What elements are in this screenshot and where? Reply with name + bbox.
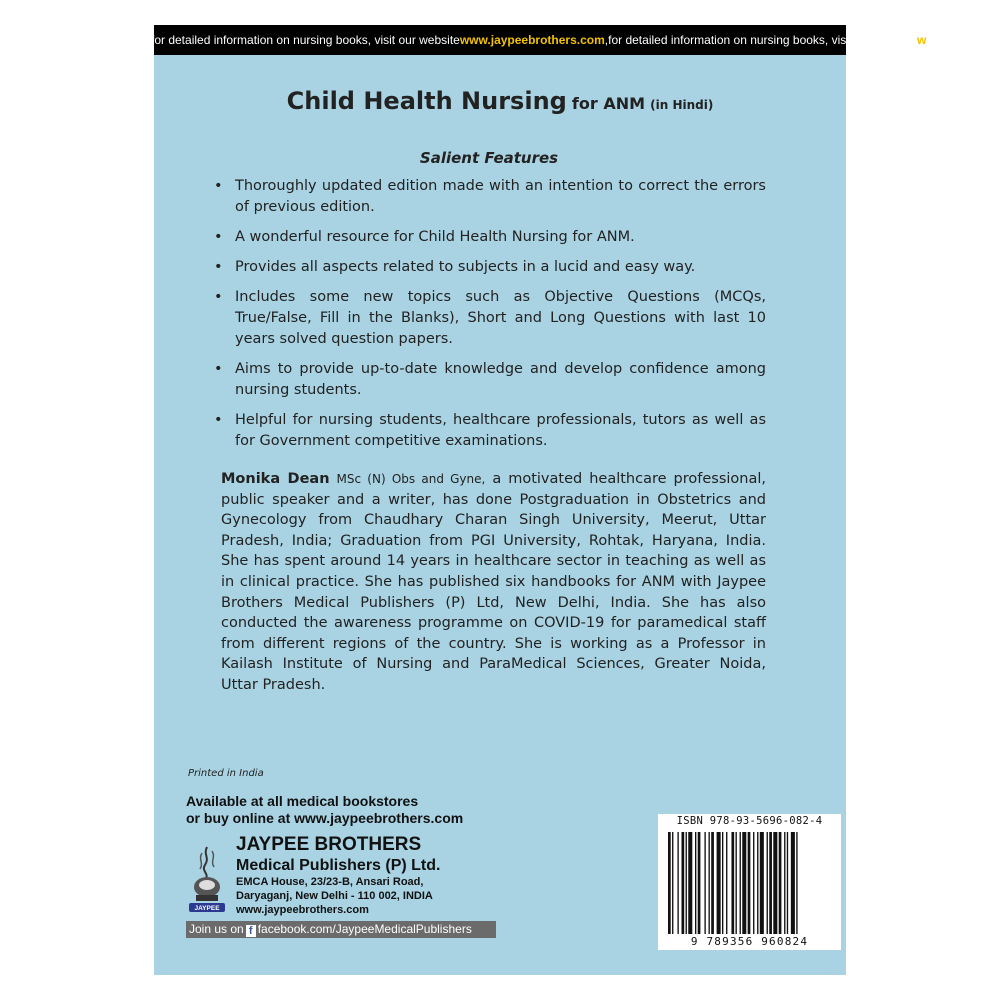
barcode-bar — [682, 832, 685, 934]
barcode-bar — [742, 832, 746, 934]
barcode-bar — [704, 832, 705, 934]
author-bio-text: a motivated healthcare professional, public speaker and a writer, has done Postgraduation in Obstetrics and Gynecology from Chaudhary Charan Singh University, Meerut, Uttar Pradesh, India; Graduation from PGI University, Rohtak, Haryana, India. She has spent around 14 years in healthcare sector in teaching as well as in clinical practice. She has published six handbooks for ANM with Jaypee Brothers Medical Publishers (P) Ltd, New Delhi, India. She has also conducted the awareness programme on COVID-19 for paramedical staff from different regions of the country. She is working as a Professor in Kailash Institute of Nursing and ParaMedical Sciences, Greater Noida, Uttar Pradesh. — [221, 471, 766, 693]
barcode-bar — [717, 832, 721, 934]
bullet-icon: • — [214, 289, 223, 305]
barcode-bar — [740, 832, 741, 934]
printed-in: Printed in India — [188, 768, 264, 779]
author-bio — [221, 469, 766, 696]
book-title — [154, 87, 846, 115]
barcode-bar — [760, 832, 764, 934]
social-url[interactable]: facebook.com/JaypeeMedicalPublishers — [257, 922, 472, 936]
top-info-band: for detailed information on nursing books, visit our websitewww.jaypeebrothers.com,for detailed information on nursing books, visit our websitew — [154, 25, 846, 55]
facebook-icon: f — [246, 925, 256, 937]
publisher-address-2: Daryaganj, New Delhi - 110 002, INDIA — [236, 890, 433, 902]
feature-item: • A wonderful resource for Child Health Nursing for ANM. — [214, 227, 766, 248]
publisher-subname: Medical Publishers (P) Ltd. — [236, 857, 441, 874]
availability-line-1: Available at all medical bookstores — [186, 793, 419, 809]
social-bar[interactable] — [186, 921, 496, 938]
title-sub: for ANM — [571, 94, 646, 113]
availability-line-2: or buy online at www.jaypeebrothers.com — [186, 810, 464, 826]
publisher-info — [236, 834, 440, 917]
barcode-bar — [748, 832, 751, 934]
bullet-icon: • — [214, 229, 223, 245]
barcode-bar — [779, 832, 782, 934]
barcode-number: 9 789356 960824 — [690, 935, 809, 948]
barcode-icon — [666, 832, 833, 934]
publisher-address-1: EMCA House, 23/23-B, Ansari Road, — [236, 876, 424, 888]
isbn-label: ISBN 978-93-5696-082-4 — [676, 815, 823, 827]
isbn-barcode-box — [658, 814, 841, 950]
bullet-icon: • — [214, 361, 223, 377]
barcode-bar — [722, 832, 723, 934]
publisher-name: JAYPEE BROTHERS — [236, 834, 422, 855]
title-note: (in Hindi) — [650, 98, 714, 112]
bullet-icon: • — [214, 259, 223, 275]
barcode-bar — [784, 832, 785, 934]
barcode-bar — [791, 832, 795, 934]
barcode-bar — [787, 832, 788, 934]
salient-features-heading: Salient Features — [419, 149, 559, 167]
feature-item: • Thoroughly updated edition made with an intention to correct the errors of previous edition. — [214, 178, 766, 215]
barcode-bar — [677, 832, 678, 934]
feature-item: • Provides all aspects related to subjects in a lucid and easy way. — [214, 257, 766, 278]
barcode-bar — [796, 832, 797, 934]
availability-note — [186, 793, 463, 827]
publisher-website[interactable]: www.jaypeebrothers.com — [236, 904, 369, 916]
barcode-bar — [773, 832, 777, 934]
barcode-bar — [695, 832, 696, 934]
feature-item: • Aims to provide up-to-date knowledge and develop confidence among nursing students. — [214, 361, 766, 398]
barcode-bar — [668, 832, 671, 934]
back-cover — [151, 25, 927, 975]
feature-item: • Includes some new topics such as Objective Questions (MCQs, True/False, Fill in the Blanks), Short and Long Questions with last 10 years solved question papers. — [214, 289, 766, 347]
barcode-bar — [726, 832, 727, 934]
logo-label: JAYPEE — [194, 905, 220, 912]
barcode-bar — [698, 832, 701, 934]
bullet-icon: • — [214, 412, 223, 428]
barcode-bar — [753, 832, 754, 934]
top-band-url[interactable]: www.jaypeebrothers.com — [459, 33, 605, 47]
barcode-bar — [757, 832, 758, 934]
barcode-bar — [731, 832, 734, 934]
bullet-icon: • — [214, 178, 223, 194]
publisher-logo-icon — [186, 843, 228, 913]
barcode-bar — [769, 832, 772, 934]
feature-item: • Helpful for nursing students, healthcare professionals, tutors as well as for Government competitive examinations. — [214, 412, 766, 449]
barcode-bar — [686, 832, 687, 934]
barcode-bar — [688, 832, 692, 934]
features-list — [214, 176, 766, 461]
barcode-bar — [709, 832, 710, 934]
author-name: Monika Dean — [221, 471, 330, 487]
barcode-bar — [711, 832, 714, 934]
barcode-bar — [767, 832, 768, 934]
author-credentials: MSc (N) Obs and Gyne, — [336, 472, 486, 486]
title-main: Child Health Nursing — [286, 87, 567, 115]
barcode-bar — [736, 832, 737, 934]
barcode-bar — [672, 832, 673, 934]
social-prefix: Join us on — [189, 922, 244, 936]
